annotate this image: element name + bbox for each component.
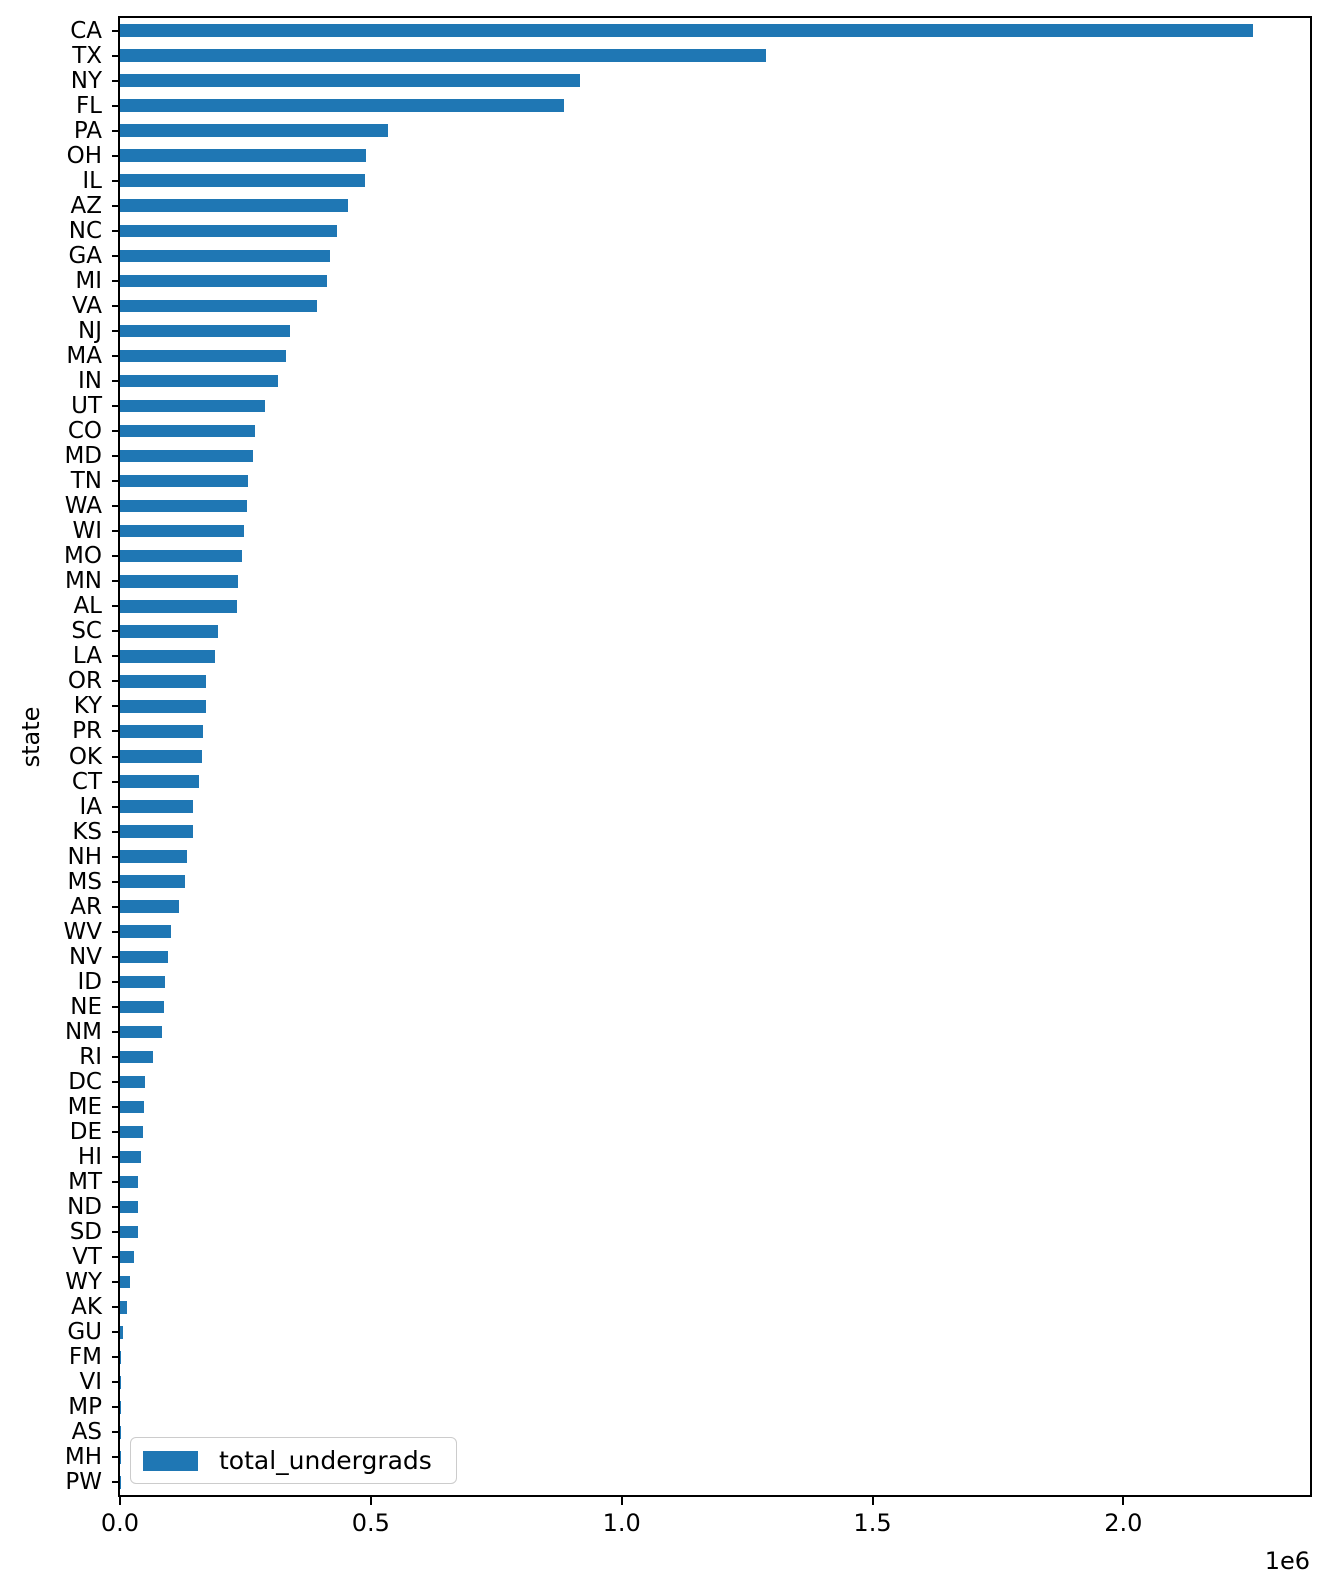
y-tick-mark [112,680,120,682]
y-tick-label-ID: ID [77,968,102,995]
x-tick-label-2.0: 2.0 [1104,1509,1143,1537]
bar-NV [120,951,168,964]
bar-NE [120,1001,164,1014]
x-tick-mark [621,1497,623,1505]
bar-NM [120,1026,162,1039]
y-tick-mark [112,30,120,32]
y-tick-mark [112,255,120,257]
y-tick-label-MA: MA [66,342,102,369]
y-tick-label-TX: TX [72,42,102,69]
x-tick-mark [872,1497,874,1505]
bar-FM [120,1351,121,1364]
bar-RI [120,1051,153,1064]
y-tick-mark [112,230,120,232]
y-tick-mark [112,1181,120,1183]
legend-label: total_undergrads [219,1446,432,1475]
bar-PA [120,124,388,137]
y-tick-label-WY: WY [65,1269,102,1296]
bar-WY [120,1276,130,1289]
y-tick-label-FL: FL [75,92,102,119]
bar-WI [120,525,244,538]
bar-DC [120,1076,145,1089]
y-tick-label-NY: NY [70,67,102,94]
plot-area [118,16,1312,1497]
y-tick-mark [112,1331,120,1333]
y-tick-mark [112,1231,120,1233]
y-tick-label-MN: MN [64,568,102,595]
bar-CT [120,775,199,788]
bar-IL [120,174,365,187]
y-tick-label-MO: MO [64,543,102,570]
y-tick-mark [112,130,120,132]
y-tick-label-NC: NC [68,217,102,244]
y-tick-label-UT: UT [71,393,102,420]
y-tick-mark [112,1356,120,1358]
y-tick-mark [112,405,120,407]
y-tick-label-VT: VT [72,1244,102,1271]
y-tick-label-PR: PR [72,718,102,745]
bar-NH [120,850,187,863]
y-tick-mark [112,931,120,933]
y-tick-mark [112,1281,120,1283]
y-tick-mark [112,831,120,833]
y-tick-mark [112,1081,120,1083]
y-tick-mark [112,630,120,632]
y-tick-label-NV: NV [69,943,102,970]
bar-GA [120,250,330,263]
y-tick-label-MH: MH [64,1444,102,1471]
bar-GU [120,1326,123,1339]
bar-MP [120,1401,121,1414]
y-tick-label-IA: IA [79,793,102,820]
bar-IN [120,375,278,388]
bar-AZ [120,199,348,212]
y-tick-mark [112,1206,120,1208]
x-tick-label-1.0: 1.0 [602,1509,641,1537]
y-tick-label-DE: DE [69,1119,102,1145]
y-tick-label-VI: VI [79,1369,102,1396]
legend [130,1437,457,1484]
bar-SC [120,625,218,638]
y-tick-label-NE: NE [70,993,102,1020]
bar-UT [120,400,265,413]
y-tick-mark [112,655,120,657]
y-tick-label-KY: KY [73,693,102,720]
y-tick-mark [112,330,120,332]
bar-VA [120,300,317,313]
bar-FL [120,99,564,112]
y-tick-mark [112,1431,120,1433]
y-tick-label-HI: HI [77,1144,102,1171]
y-tick-label-GU: GU [67,1319,102,1346]
y-tick-label-MD: MD [64,443,102,470]
y-tick-mark [112,1456,120,1458]
y-tick-mark [112,730,120,732]
y-tick-mark [112,1156,120,1158]
y-tick-mark [112,305,120,307]
bar-WV [120,925,171,938]
legend-swatch [143,1451,198,1471]
bar-AK [120,1301,127,1314]
bar-IA [120,800,193,813]
y-tick-mark [112,280,120,282]
y-tick-label-IL: IL [82,167,102,194]
y-tick-label-GA: GA [68,242,102,269]
bar-KY [120,700,206,713]
bar-MI [120,275,327,288]
bar-MT [120,1176,138,1189]
y-tick-label-CT: CT [71,768,102,795]
y-tick-mark [112,856,120,858]
y-tick-mark [112,981,120,983]
bar-TX [120,49,766,62]
y-tick-label-NH: NH [67,843,102,870]
y-tick-label-OR: OR [67,668,102,695]
y-tick-mark [112,180,120,182]
bar-MA [120,350,286,363]
bar-ME [120,1101,144,1114]
y-tick-label-ME: ME [67,1093,102,1120]
y-tick-label-ND: ND [67,1194,102,1221]
y-tick-mark [112,155,120,157]
y-tick-label-NJ: NJ [78,317,102,344]
bar-VI [120,1376,121,1389]
y-tick-label-OH: OH [66,142,102,169]
y-tick-label-OK: OK [68,743,102,770]
y-tick-mark [112,80,120,82]
y-tick-label-LA: LA [72,643,102,670]
x-axis-offset-label: 1e6 [1264,1547,1310,1575]
y-tick-label-MS: MS [67,868,102,895]
y-tick-label-AR: AR [70,893,102,920]
y-tick-label-DC: DC [68,1068,102,1095]
bar-AL [120,600,237,613]
y-tick-label-WA: WA [64,493,102,520]
y-tick-mark [112,505,120,507]
y-tick-mark [112,956,120,958]
y-tick-mark [112,756,120,758]
y-tick-mark [112,555,120,557]
bar-HI [120,1151,141,1164]
bar-OH [120,149,366,162]
y-tick-label-MI: MI [75,267,102,294]
y-tick-mark [112,430,120,432]
x-tick-label-1.5: 1.5 [853,1509,892,1537]
x-tick-mark [119,1497,121,1505]
bar-PR [120,725,203,738]
bar-LA [120,650,215,663]
y-tick-label-PA: PA [73,117,102,144]
y-tick-label-CA: CA [70,17,102,44]
y-tick-mark [112,205,120,207]
bar-NC [120,225,337,238]
y-tick-label-AZ: AZ [70,192,102,219]
bar-MS [120,875,185,888]
y-tick-mark [112,380,120,382]
y-tick-mark [112,1481,120,1483]
y-tick-label-RI: RI [79,1043,102,1070]
y-tick-label-FM: FM [68,1344,102,1371]
y-tick-label-AS: AS [71,1419,102,1446]
bar-WA [120,500,247,513]
bar-OR [120,675,206,688]
y-tick-mark [112,1381,120,1383]
bar-MO [120,550,242,563]
y-tick-mark [112,480,120,482]
bar-SD [120,1226,138,1239]
bar-MN [120,575,238,588]
y-tick-mark [112,55,120,57]
bar-AS [120,1426,121,1439]
y-tick-mark [112,1006,120,1008]
y-tick-label-CO: CO [67,418,102,445]
bar-VT [120,1251,134,1264]
y-tick-mark [112,806,120,808]
y-tick-mark [112,1406,120,1408]
y-tick-mark [112,1106,120,1108]
y-tick-mark [112,705,120,707]
bar-ID [120,976,165,989]
x-tick-label-0.5: 0.5 [351,1509,390,1537]
y-tick-label-AL: AL [73,593,102,620]
x-tick-mark [370,1497,372,1505]
y-tick-label-AK: AK [71,1294,102,1321]
y-tick-label-VA: VA [72,292,102,319]
y-tick-mark [112,580,120,582]
y-tick-mark [112,1031,120,1033]
y-tick-label-KS: KS [72,818,102,845]
bar-NY [120,74,580,87]
y-tick-label-MT: MT [68,1169,102,1196]
y-tick-mark [112,781,120,783]
y-tick-label-MP: MP [68,1394,102,1421]
y-tick-label-TN: TN [70,468,102,495]
y-tick-label-SD: SD [69,1219,102,1246]
y-tick-mark [112,455,120,457]
bar-TN [120,475,248,488]
y-tick-label-NM: NM [64,1018,102,1045]
y-axis-title: state [17,706,45,768]
bar-MD [120,450,253,463]
bar-AR [120,900,179,913]
bar-ND [120,1201,138,1214]
bar-DE [120,1126,143,1139]
y-tick-label-IN: IN [78,367,102,394]
bar-CO [120,425,255,438]
x-tick-label-0.0: 0.0 [100,1509,140,1537]
y-tick-label-WI: WI [72,518,102,545]
x-tick-mark [1122,1497,1124,1505]
bar-NJ [120,325,290,338]
y-tick-label-PW: PW [65,1469,102,1496]
y-tick-mark [112,1131,120,1133]
y-tick-mark [112,105,120,107]
y-tick-mark [112,530,120,532]
y-tick-mark [112,906,120,908]
bar-KS [120,825,193,838]
y-tick-mark [112,605,120,607]
y-tick-mark [112,1306,120,1308]
bar-OK [120,750,202,763]
y-tick-mark [112,1256,120,1258]
bar-CA [120,24,1253,37]
y-tick-mark [112,881,120,883]
y-tick-mark [112,1056,120,1058]
y-tick-mark [112,355,120,357]
y-tick-label-SC: SC [71,618,102,645]
y-tick-label-WV: WV [63,918,102,945]
